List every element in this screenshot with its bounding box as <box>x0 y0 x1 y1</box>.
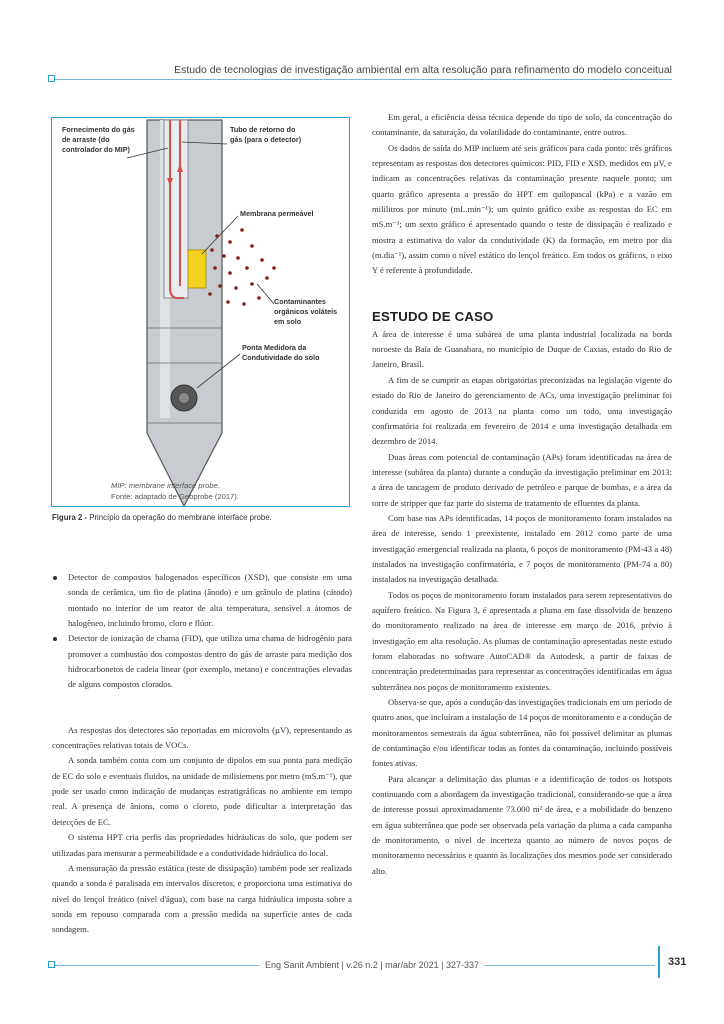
paragraph: Observa-se que, após a condução das investigações tradicionais em um período de quatro anos, que incluíram a instalação de 14 poços de monitoramento e a condução de monitoramentos semestrais da água subterrânea, não foi possível delimitar as plumas de contaminação e/ou identificar todas as fontes da contaminação, incluindo possíveis fontes ativas. <box>372 697 672 769</box>
footer-marker <box>48 961 55 968</box>
probe-inner-channel <box>164 120 188 298</box>
leader-contaminants <box>257 284 274 304</box>
section-title: ESTUDO DE CASO <box>372 308 494 324</box>
paragraph: As respostas dos detectores são reportadas em microvolts (µV), representando as concentrações relativas totais de VOCs. <box>52 724 352 751</box>
figure-source: Fonte: adaptado de Geoprobe (2017). <box>111 492 239 501</box>
right-column <box>372 110 672 879</box>
paragraph: Todos os poços de monitoramento foram instalados para serem representativos do aquífero freático. Na Figura 3, é apresentada a pluma em fase dissolvida de benzeno do monitoramento realizado na área de interesse em março de 2016, prévio à investigação em alta resolução. As plumas de contaminação apresentadas neste estudo foram elaboradas no software AutoCAD® da Autodesk, a partir de faixas de concentração predeterminadas para representar as concentrações identificadas em água subterrânea nos poços de monitoramento existentes. <box>372 589 672 692</box>
left-column <box>52 570 352 938</box>
paragraph: A área de interesse é uma subárea de uma planta industrial localizada na borda noroeste da Baía de Guanabara, no município de Duque de Caxias, estado do Rio de Janeiro, Brasil. <box>372 328 672 370</box>
figure-caption-label: Figura 2 - <box>52 513 88 522</box>
paragraph: Em geral, a eficiência dessa técnica depende do tipo de solo, da concentração do contaminante, da saturação, da volatilidade do contaminante, entre outros. <box>372 112 672 138</box>
journal-citation: Eng Sanit Ambient | v.26 n.2 | mar/abr 2021 | 327-337 <box>259 960 485 970</box>
page-number: 331 <box>668 956 687 968</box>
membrane-block <box>188 250 206 288</box>
detector-list <box>52 570 352 693</box>
paragraph: Para alcançar a delimitação das plumas e a identificação de todos os hotspots continuando com a abordagem da investigação tradicional, considerando-se que a área de interesse possui aproximadamente 73.000 m² de área, e a mobilidade do benzeno em água subterrânea que pode ser observada pela variação da pluma a cada campanha de monitoramento, o nível de incerteza quanto ao número de novos poços de monitoramento necessários e quanto às localizações dos mesmos pode ser considerado alto. <box>372 773 672 876</box>
paragraph: O sistema HPT cria perfis das propriedades hidráulicas do solo, que podem ser utilizadas para mensurar a permeabilidade e a condutividade hidráulica do local. <box>52 832 352 858</box>
label-conductivity-tip: Ponta Medidora da Condutividade do solo <box>242 343 320 362</box>
label-return-tube: Tubo de retorno do gás (para o detector) <box>230 125 302 144</box>
figure-caption-text: Princípio da operação do membrane interface probe. <box>87 513 272 522</box>
paragraph: A fim de se cumprir as etapas obrigatórias preconizadas na legislação vigente do estado do Rio de Janeiro do gerenciamento de ACs, uma investigação preliminar foi conduzida em agosto de 2013 na planta como um todo, uma investigação confirmatória foi realizada em fevereiro de 2014 e uma investigação detalhada em dezembro de 2014. <box>372 374 672 447</box>
label-membrane: Membrana permeável <box>240 209 314 218</box>
figure-2 <box>51 117 350 507</box>
figure-caption <box>52 513 272 522</box>
page-number-bar <box>658 946 660 978</box>
list-item: Detector de ionização de chama (FID), que utiliza uma chama de hidrogênio para promover a combustão dos compostos dentro do gás de arraste para medição dos hidrocarbonetos de cadeia linear (por exemplo, metano) e concentrações elevadas de alguns compostos clorados. <box>52 631 352 692</box>
paragraph: Com base nas APs identificadas, 14 poços de monitoramento foram instalados na área de interesse, sendo 1 preexistente, instalado em 2012 como parte de uma investigação emergencial realizada na planta, 6 poços de monitoramento (PM-43 a 48) instalados na investigação confirmatória, e 7 poços de monitoramento (PM-74 a 80) instalados na investigação detalhada. <box>372 512 672 585</box>
list-item: Detector de compostos halogenados específicos (XSD), que consiste em uma sonda de cerâmica, um fio de platina (ânodo) e um grânulo de platina (cátodo) montado no interior de um reator de alta temperatura, sensível a átomos de halogêneo, incluindo bromo, cloro e flúor. <box>52 570 352 631</box>
conductivity-sensor-core <box>179 393 189 403</box>
figure-abbreviation-note: MIP: membrane interface probe. <box>111 481 220 490</box>
paragraph: Duas áreas com potencial de contaminação (APs) foram identificadas na área de interesse (subárea da planta) durante a condução da investigação preliminar em 2013: a área de tancagem de produto derivado de petróleo e parque de bombas, e a área da torre de stripper que faz parte do sistema de tratamento de efluentes da planta. <box>372 451 672 508</box>
paragraph: Os dados de saída do MIP incluem até seis gráficos para cada ponto: três gráficos representam as respostas dos detectores químicos: PID, FID e XSD, medidos em µV, e indicam as concentrações relativas da contaminação presente naquele ponto; um quarto gráfico apresenta a pressão do HPT em quilopascal (kPa) e a vazão em mililitros por minuto (mL.min⁻¹); um quinto gráfico exibe as respostas do EC em mS.m⁻¹; um sexto gráfico é apresentado quando o teste de dissipação é realizado e mostra a estimativa do valor da condutividade (K) da formação, em metro por dia (m.dia⁻¹), assim como o nível estático do lençol freático. Em todos os gráficos, o eixo Y é referente à profundidade. <box>372 142 672 276</box>
running-header: Estudo de tecnologias de investigação ambiental em alta resolução para refinamento do modelo conceitual <box>174 64 672 76</box>
header-rule <box>52 79 672 80</box>
header-marker <box>48 75 55 82</box>
label-gas-supply: Fornecimento do gás de arraste (do controlador do MIP) <box>62 125 135 154</box>
mip-probe-diagram <box>52 118 349 506</box>
paragraph: A sonda também conta com um conjunto de dipolos em sua ponta para medição de EC do solo e eventuais fluidos, na unidade de milisiemens por metro (mS.m⁻¹), que pode ser usado como indicação de mudanças estratigráficas no ambiente em tempo real. A presença de ânions, como o cloreto, pode dificultar a interpretação das detecções de EC. <box>52 755 352 827</box>
paragraph: A mensuração da pressão estática (teste de dissipação) também pode ser realizada quando a sonda é paralisada em intervalos discretos, e proporciona uma estimativa do nível do lençol freático (nível d'água), com base na carga hidráulica imposta sobre a sonda em repouso comparada com a pressão medida na superfície antes de cada sondagem. <box>52 862 352 935</box>
label-contaminants: Contaminantes orgânicos voláteis em solo <box>274 297 338 326</box>
